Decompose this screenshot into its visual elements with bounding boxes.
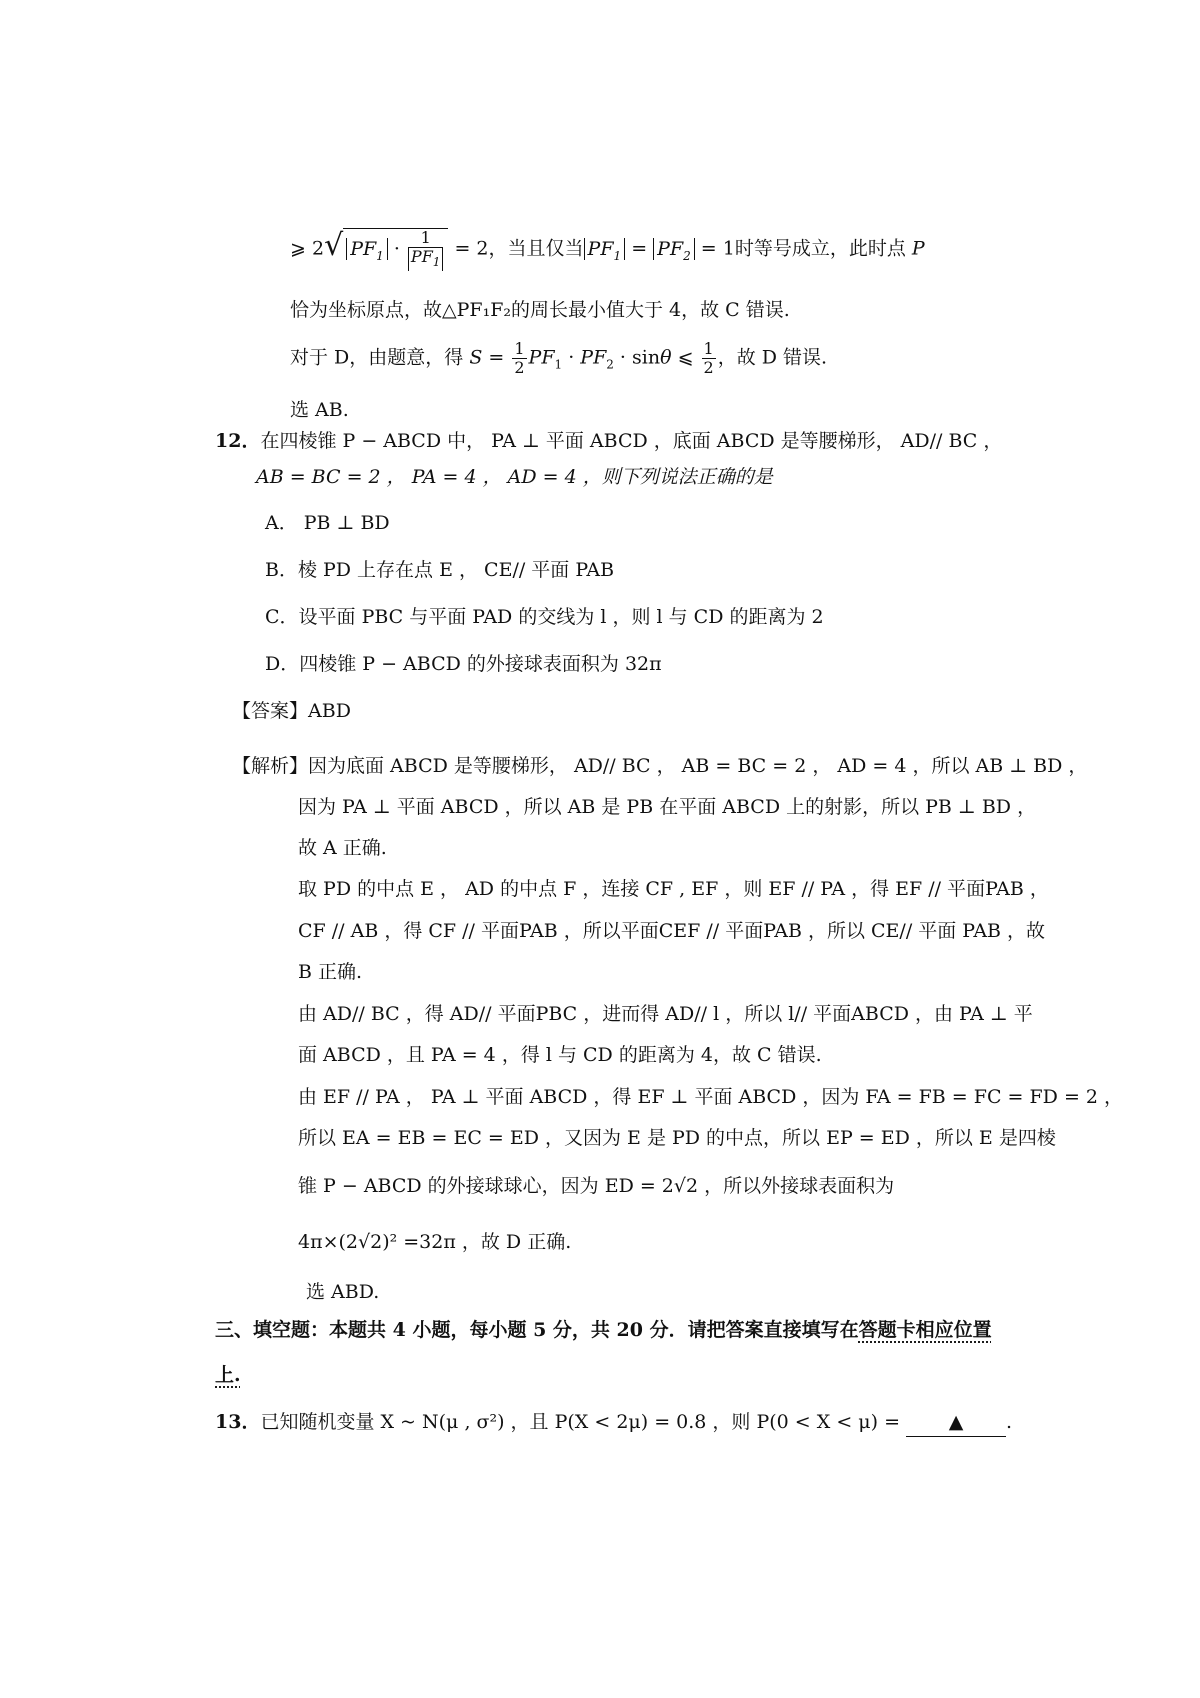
section-3-heading: 三、填空题：本题共 4 小题，每小题 5 分，共 20 分．请把答案直接填写在答题卡相应位置 <box>215 1319 992 1341</box>
option-c: C．设平面 PBC 与平面 PAD 的交线为 l ，则 l 与 CD 的距离为 2 <box>265 606 824 628</box>
option-a: A． PB ⊥ BD <box>265 512 390 534</box>
analysis-line: 锥 P − ABCD 的外接球球心，因为 ED = 2√2 ，所以外接球表面积为 <box>298 1175 895 1197</box>
answer-blank: ▲ <box>906 1408 1006 1437</box>
solution-line: 恰为坐标原点，故△PF₁F₂的周长最小值大于 4，故 C 错误. <box>290 299 790 321</box>
analysis-tag: 【解析】 <box>232 755 309 777</box>
analysis-line: 4π×(2√2)² =32π ，故 D 正确. <box>298 1231 572 1253</box>
option-d: D．四棱锥 P − ABCD 的外接球表面积为 32π <box>265 653 662 675</box>
solution-conclusion: 选 AB. <box>290 399 349 421</box>
question-12-stem-2: AB = BC = 2 ， PA = 4 ， AD = 4 ，则下列说法正确的是 <box>256 466 773 488</box>
answer-value: ABD <box>308 700 351 722</box>
analysis-line: 所以 EA = EB = EC = ED ，又因为 E 是 PD 的中点，所以 EP = ED ，所以 E 是四棱 <box>298 1127 1056 1149</box>
analysis-line: 由 AD// BC ，得 AD// 平面PBC ，进而得 AD// l ，所以 l// 平面ABCD ，由 PA ⊥ 平 <box>298 1003 1033 1025</box>
analysis-line: 取 PD 的中点 E ， AD 的中点 F ，连接 CF , EF ，则 EF // PA ，得 EF // 平面PAB ， <box>298 878 1049 900</box>
solution-text: 时等号成立，此时点 <box>734 237 906 260</box>
question-13: 13．已知随机变量 X ~ N(μ , σ²) ，且 P(X < 2μ) = 0.8 ，则 P(0 < X < μ) = ▲ . <box>215 1408 1012 1437</box>
solution-text: ，当且仅当 <box>488 237 584 260</box>
analysis-line: 由 EF // PA ， PA ⊥ 平面 ABCD ，得 EF ⊥ 平面 ABCD ，因为 FA = FB = FC = FD = 2 ， <box>298 1086 1124 1108</box>
question-number: 13． <box>215 1411 261 1433</box>
section-3-heading-2: 上. <box>215 1364 241 1386</box>
analysis-line: B 正确. <box>298 961 363 983</box>
analysis-line: 面 ABCD ，且 PA = 4 ，得 l 与 CD 的距离为 4，故 C 错误. <box>298 1044 822 1066</box>
solution-line-inequality: ⩾ 2√ $PF_1$ · $\frac{1}{PF_1}$ = 2，当且仅当 $PF_1 = PF_2 = 1$时等号成立，此时点 P <box>290 228 925 270</box>
answer-tag: 【答案】 <box>232 700 309 722</box>
option-b: B．棱 PD 上存在点 E ， CE// 平面 PAB <box>265 559 615 581</box>
emphasis-text: 答题卡相应位置 <box>858 1319 992 1341</box>
answer-line <box>232 697 351 725</box>
question-12-stem: 12．在四棱锥 P − ABCD 中， PA ⊥ 平面 ABCD ，底面 ABCD 是等腰梯形， AD// BC ， <box>215 430 1003 452</box>
analysis-line: 因为 PA ⊥ 平面 ABCD ，所以 AB 是 PB 在平面 ABCD 上的射影，所以 PB ⊥ BD ， <box>298 796 1037 818</box>
analysis-line-1: 【解析】因为底面 ABCD 是等腰梯形， AD// BC ， AB = BC = 2 ， AD = 4 ，所以 AB ⊥ BD ， <box>232 755 1088 777</box>
question-number: 12． <box>215 430 261 452</box>
analysis-line: CF // AB ，得 CF // 平面PAB ，所以平面CEF // 平面PAB ，所以 CE// 平面 PAB ，故 <box>298 920 1046 942</box>
analysis-conclusion: 选 ABD. <box>306 1281 380 1303</box>
analysis-line: 故 A 正确. <box>298 837 387 859</box>
solution-line-area: 对于 D，由题意，得 S = $\frac{1}{2}$ $PF_1 \cdot PF_2 \cdot \sin\theta$ ⩽ $\frac{1}{2}$ ，故 D 错误. <box>290 339 828 377</box>
